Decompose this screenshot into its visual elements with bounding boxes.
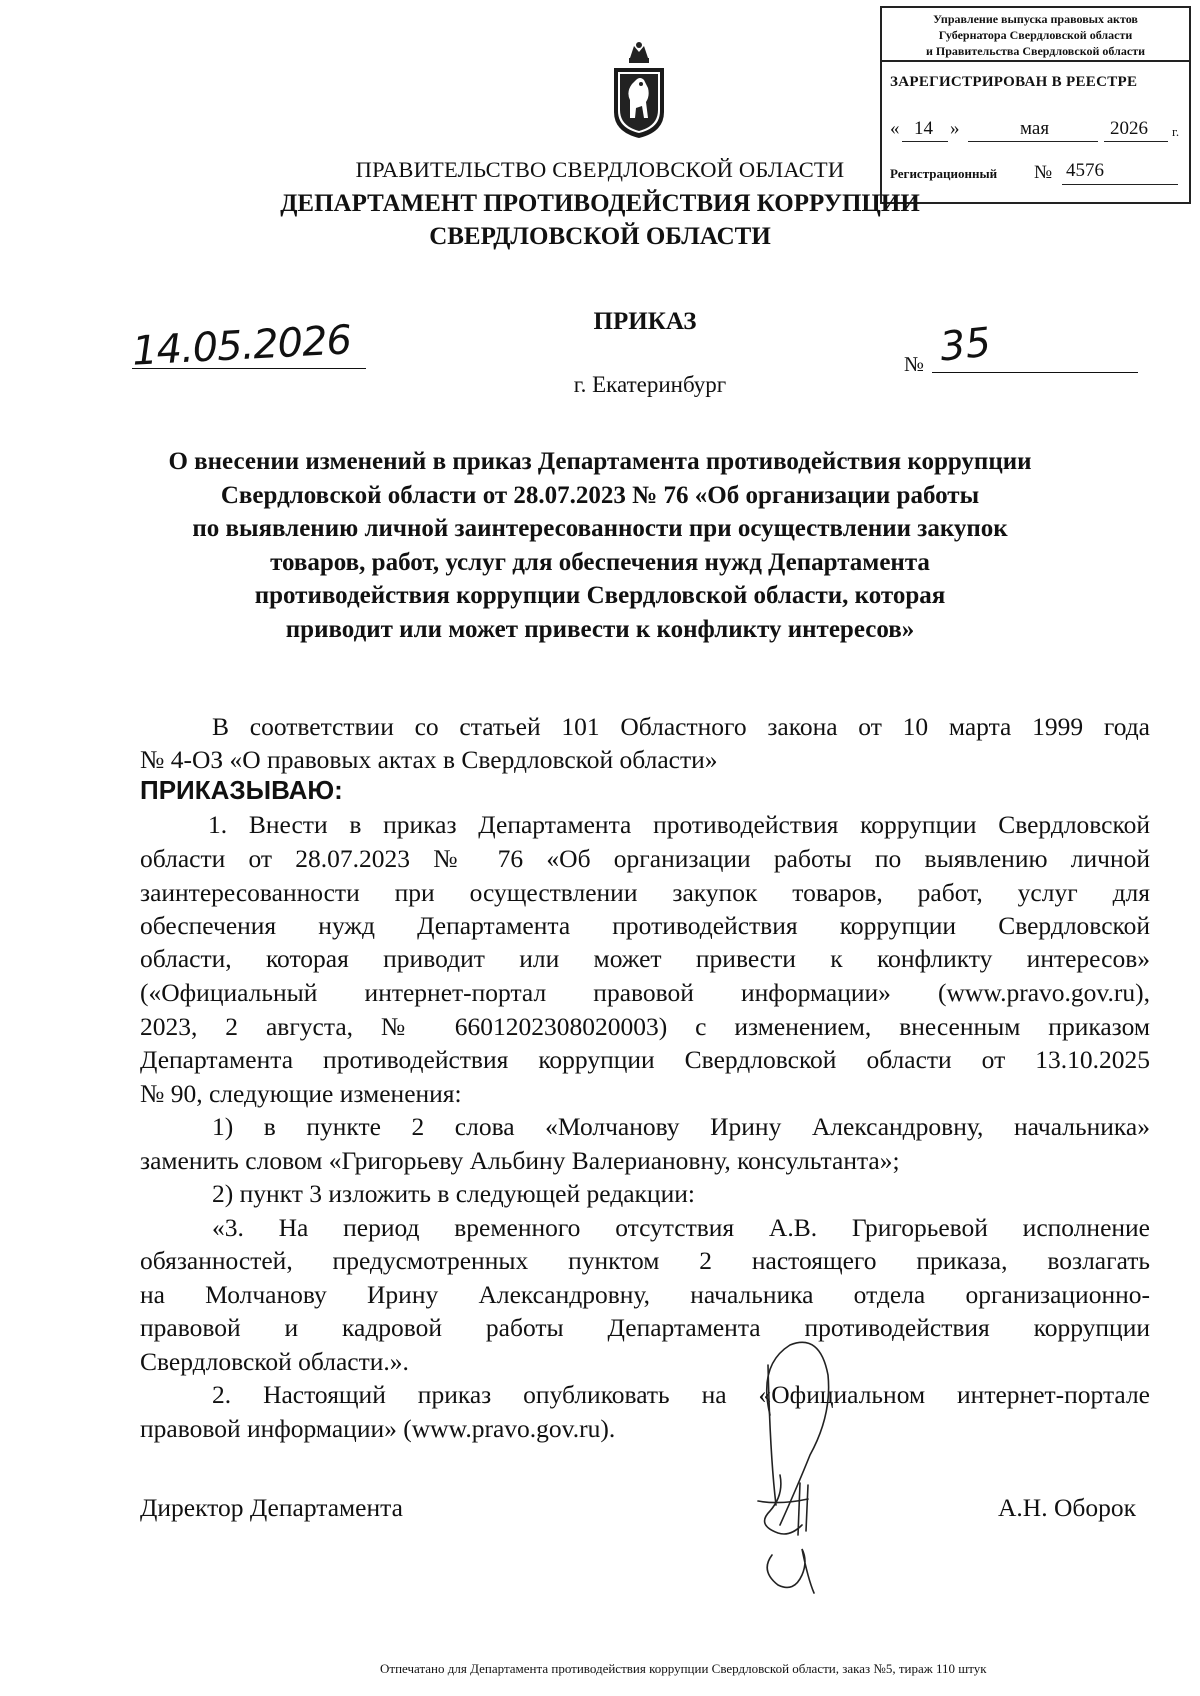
government-name: ПРАВИТЕЛЬСТВО СВЕРДЛОВСКОЙ ОБЛАСТИ xyxy=(355,157,845,182)
item1-line: заинтересованности при осуществлении закупок товаров, работ, услуг для xyxy=(140,878,1150,907)
subitem1-line: 1) в пункте 2 слова «Молчанову Ирину Александровну, начальника» xyxy=(212,1112,1150,1141)
stamp-number: 4576 xyxy=(1066,160,1104,181)
subject-line: товаров, работ, услуг для обеспечения нужд Департамента xyxy=(270,548,930,576)
document-subject xyxy=(100,445,1100,646)
item1-line: № 90, следующие изменения: xyxy=(140,1079,462,1108)
item1-line: обеспечения нужд Департамента противодействия коррупции Свердловской xyxy=(140,911,1150,940)
city: г. Екатеринбург xyxy=(573,372,727,397)
subject-line: по выявлению личной заинтересованности при осуществлении закупок xyxy=(192,515,1008,542)
stamp-header-line: Управление выпуска правовых актов xyxy=(933,12,1138,26)
quote-line: Свердловской области.». xyxy=(140,1347,409,1376)
stamp-registered-label: ЗАРЕГИСТРИРОВАН В РЕЕСТРЕ xyxy=(890,74,1138,90)
handwritten-number: 35 xyxy=(937,319,994,371)
number-underline xyxy=(932,372,1138,373)
date-underline xyxy=(132,368,366,369)
item1-line: области, которая приводит или может привести к конфликту интересов» xyxy=(140,944,1150,973)
handwritten-date: 14.05.2026 xyxy=(130,317,353,375)
stamp-header xyxy=(882,8,1189,62)
stamp-number-sign: № xyxy=(1034,162,1053,183)
item1-line: области от 28.07.2023 № 76 «Об организации работы по выявлению личной xyxy=(140,844,1150,873)
department-name-line1: ДЕПАРТАМЕНТ ПРОТИВОДЕЙСТВИЯ КОРРУПЦИИ xyxy=(280,190,920,217)
signatory-name: А.Н. Оборок xyxy=(998,1493,1136,1522)
stamp-header-line: Губернатора Свердловской области xyxy=(938,28,1133,42)
subject-line: О внесении изменений в приказ Департамента противодействия коррупции xyxy=(168,448,1032,475)
signatory-title: Директор Департамента xyxy=(140,1493,403,1522)
subject-line: Свердловской области от 28.07.2023 № 76 «Об организации работы xyxy=(220,481,980,509)
stamp-number-label: Регистрационный xyxy=(890,166,998,181)
stamp-day: 14 xyxy=(914,118,933,139)
quote-line: на Молчанову Ирину Александровну, начальника отдела организационно- xyxy=(140,1280,1150,1309)
stamp-month: мая xyxy=(1020,118,1050,139)
order-word: ПРИКАЗЫВАЮ: xyxy=(140,775,343,805)
item1-line: Департамента противодействия коррупции Свердловской области от 13.10.2025 xyxy=(140,1045,1150,1074)
number-sign: № xyxy=(904,352,925,376)
item1-line: 1. Внести в приказ Департамента противодействия коррупции Свердловской xyxy=(208,810,1150,839)
stamp-year-suffix: г. xyxy=(1172,124,1180,139)
subitem1-line: заменить словом «Григорьеву Альбину Валериановну, консультанта»; xyxy=(140,1146,900,1175)
stamp-open-quote: « xyxy=(890,118,900,139)
subject-line: приводит или может привести к конфликту интересов» xyxy=(285,615,915,643)
handwritten-signature-icon xyxy=(750,1335,900,1605)
item2-line: 2. Настоящий приказ опубликовать на «Официальном интернет-портале xyxy=(212,1380,1150,1409)
department-name-line2: СВЕРДЛОВСКОЙ ОБЛАСТИ xyxy=(429,223,771,250)
preamble-line: В соответствии со статьей 101 Областного закона от 10 марта 1999 года xyxy=(212,712,1150,741)
stamp-close-quote: » xyxy=(950,118,960,139)
subitem2-line: 2) пункт 3 изложить в следующей редакции: xyxy=(212,1179,695,1208)
preamble-line: № 4-ОЗ «О правовых актах в Свердловской области» xyxy=(140,745,718,774)
item1-line: («Официальный интернет-портал правовой информации» (www.pravo.gov.ru), xyxy=(140,978,1150,1007)
subject-line: противодействия коррупции Свердловской области, которая xyxy=(254,582,946,609)
item2-line: правовой информации» (www.pravo.gov.ru). xyxy=(140,1414,616,1443)
coat-of-arms-icon xyxy=(608,40,670,140)
quote-line: «3. На период временного отсутствия А.В. Григорьевой исполнение xyxy=(212,1213,1150,1242)
quote-line: обязанностей, предусмотренных пунктом 2 настоящего приказа, возлагать xyxy=(140,1246,1150,1275)
quote-line: правовой и кадровой работы Департамента противодействия коррупции xyxy=(140,1313,1150,1342)
print-footer: Отпечатано для Департамента противодействия коррупции Свердловской области, заказ №5, тираж 110 штук xyxy=(380,1661,987,1676)
stamp-header-line: и Правительства Свердловской области xyxy=(926,44,1145,58)
stamp-year: 2026 xyxy=(1110,118,1148,139)
document-type: ПРИКАЗ xyxy=(593,308,697,335)
item1-line: 2023, 2 августа, № 6601202308020003) с изменением, внесенным приказом xyxy=(140,1012,1150,1041)
